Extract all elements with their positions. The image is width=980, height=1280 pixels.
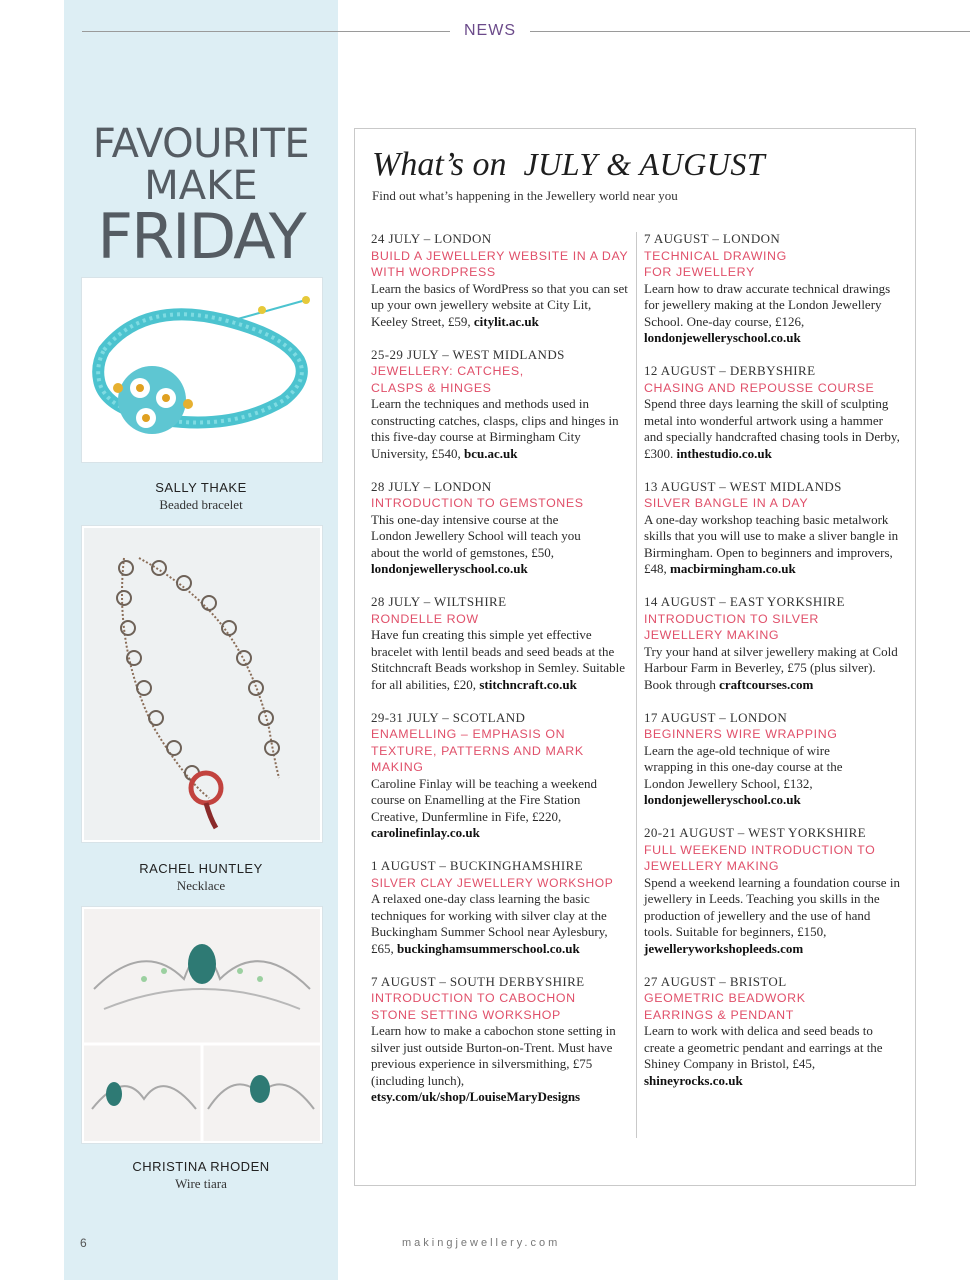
event-body-text: A one-day workshop teaching basic metalwork skills that you will use to make a sliver bangle in Birmingham. Open to beginners and improvers, £48,	[644, 511, 899, 576]
event-body-text: Have fun creating this simple yet effective bracelet with lentil beads and seed beads at the Stitchncraft Beads workshop in Semley. Suitable for all abilities, £20,	[371, 627, 626, 692]
make-3-name: CHRISTINA RHODEN	[132, 1159, 270, 1174]
event-date: 17 AUGUST – LONDON	[644, 709, 788, 725]
event-website-link[interactable]: carolinefinlay.co.uk	[371, 825, 480, 840]
event-description	[371, 396, 629, 462]
event-description	[371, 776, 629, 842]
tiara-photo	[82, 907, 322, 1143]
event-date: 25-29 JULY – WEST MIDLANDS	[371, 346, 565, 362]
event-website-link[interactable]: inthestudio.co.uk	[676, 445, 772, 461]
event-date: 12 AUGUST – DERBYSHIRE	[644, 363, 816, 378]
event-item	[644, 710, 902, 809]
event-title: CHASING AND REPOUSSE COURSE	[644, 380, 875, 395]
event-title: RONDELLE ROW	[371, 611, 479, 626]
event-body-text: Try your hand at silver jewellery making at Cold Harbour Farm in Beverley, £75 (plus silver). Book through	[644, 643, 898, 692]
event-body-text: This one-day intensive course at the London Jewellery School will teach you about the world of gemstones, £50,	[371, 511, 581, 560]
event-website-link[interactable]: londonjewelleryschool.co.uk	[644, 792, 801, 807]
event-item	[644, 479, 902, 578]
event-website-link[interactable]: bcu.ac.uk	[464, 445, 518, 461]
header-rule-right	[530, 31, 970, 32]
event-date: 28 JULY – LONDON	[371, 478, 492, 494]
events-right-column	[644, 231, 902, 1106]
event-description	[371, 891, 629, 957]
feature-title-line1: FAVOURITE	[92, 121, 310, 167]
event-body-text: Learn how to draw accurate technical drawings for jewellery making at the London Jewellery School. One-day course, £126,	[644, 280, 891, 329]
event-website-link[interactable]: jewelleryworkshopleeds.com	[644, 940, 804, 956]
event-body-text: Learn the basics of WordPress so that you can set up your own jewellery website at City Lit, Keeley Street, £59,	[371, 280, 628, 329]
event-title: ENAMELLING – EMPHASIS ON TEXTURE, PATTERNS AND MARK MAKING	[371, 727, 584, 774]
event-title: JEWELLERY: CATCHES, CLASPS & HINGES	[371, 364, 524, 395]
bracelet-photo	[82, 278, 322, 462]
event-body-text: Learn the age-old technique of wire wrapping in this one-day course at the London Jewellery School, £132,	[644, 742, 843, 791]
whats-on-title-months: JULY & AUGUST	[523, 146, 766, 182]
event-description	[371, 512, 591, 578]
event-item	[644, 974, 902, 1090]
event-body-text: Learn to work with delica and seed beads to create a geometric pendant and earrings at the Shiney Company in Bristol, £45,	[644, 1023, 883, 1071]
event-title: BUILD A JEWELLERY WEBSITE IN A DAY WITH WORDPRESS	[371, 248, 629, 279]
event-website-link[interactable]: craftcourses.com	[719, 676, 814, 692]
event-item	[644, 363, 902, 462]
event-body-text: Learn the techniques and methods used in constructing catches, clasps, clips and hinges in this five-day course at Birmingham City University, £540,	[371, 396, 619, 461]
event-item	[644, 825, 902, 957]
event-date: 20-21 AUGUST – WEST YORKSHIRE	[644, 825, 867, 840]
event-item	[371, 858, 629, 957]
event-description	[644, 743, 869, 809]
page-number: 6	[80, 1236, 87, 1250]
make-1-item: Beaded bracelet	[159, 497, 243, 512]
make-1-name: SALLY THAKE	[155, 480, 247, 495]
event-item	[371, 710, 629, 842]
event-title: TECHNICAL DRAWING FOR JEWELLERY	[644, 248, 787, 279]
event-item	[371, 594, 629, 693]
whats-on-title-prefix: What’s on	[372, 146, 507, 183]
event-date: 7 AUGUST – LONDON	[644, 231, 781, 246]
column-divider	[636, 232, 637, 1138]
event-description	[371, 1023, 629, 1106]
event-date: 27 AUGUST – BRISTOL	[644, 973, 787, 989]
event-description	[644, 644, 902, 694]
header-rule-left	[82, 31, 450, 32]
event-item	[371, 347, 629, 463]
make-2-item: Necklace	[176, 878, 226, 893]
event-title: FULL WEEKEND INTRODUCTION TO JEWELLERY MAKING	[644, 842, 876, 873]
event-date: 13 AUGUST – WEST MIDLANDS	[644, 478, 842, 494]
event-title: BEGINNERS WIRE WRAPPING	[644, 727, 838, 741]
event-description	[644, 512, 902, 578]
necklace-photo	[82, 526, 322, 842]
event-website-link[interactable]: londonjewelleryschool.co.uk	[371, 561, 528, 576]
footer-website: makingjewellery.com	[402, 1237, 561, 1249]
event-body-text: Learn how to make a cabochon stone setting in silver just outside Burton-on-Trent. Must have previous experience in silversmithing, £75 (including lunch),	[371, 1023, 616, 1088]
event-body-text: Spend a weekend learning a foundation course in jewellery in Leeds. Teaching you skills in the production of jewellery and the use of hand tools. Suitable for beginners, £150,	[644, 874, 900, 939]
events-left-column	[371, 231, 629, 1122]
event-body-text: A relaxed one-day class learning the basic techniques for working with silver clay at the Buckingham Summer School near Aylesbury, £65,	[371, 891, 608, 956]
make-2-name: RACHEL HUNTLEY	[139, 861, 263, 876]
section-label: NEWS	[464, 22, 516, 39]
whats-on-title	[372, 146, 765, 184]
event-description	[371, 281, 629, 331]
event-description	[644, 396, 902, 462]
make-3-item: Wire tiara	[175, 1176, 227, 1191]
feature-title-line3: FRIDAY	[97, 200, 305, 273]
event-item	[371, 231, 629, 330]
event-website-link[interactable]: macbirmingham.co.uk	[670, 561, 796, 576]
event-date: 14 AUGUST – EAST YORKSHIRE	[644, 594, 845, 609]
feature-title-line2: MAKE	[144, 163, 258, 209]
event-item	[644, 594, 902, 693]
event-date: 29-31 JULY – SCOTLAND	[371, 709, 526, 725]
event-website-link[interactable]: stitchncraft.co.uk	[479, 676, 577, 692]
event-website-link[interactable]: shineyrocks.co.uk	[644, 1072, 743, 1088]
event-title: SILVER CLAY JEWELLERY WORKSHOP	[371, 875, 614, 890]
event-item	[644, 231, 902, 347]
event-body-text: Spend three days learning the skill of sculpting metal into wonderful artwork using a hammer and specially handcrafted chasing tools in Derby, £300.	[644, 396, 900, 461]
event-description	[371, 627, 629, 693]
event-date: 24 JULY – LONDON	[371, 231, 492, 246]
event-title: SILVER BANGLE IN A DAY	[644, 496, 809, 510]
event-website-link[interactable]: citylit.ac.uk	[473, 313, 539, 329]
event-date: 28 JULY – WILTSHIRE	[371, 594, 507, 609]
event-date: 1 AUGUST – BUCKINGHAMSHIRE	[371, 858, 584, 873]
event-date: 7 AUGUST – SOUTH DERBYSHIRE	[371, 973, 585, 989]
event-item	[371, 479, 629, 578]
event-website-link[interactable]: londonjewelleryschool.co.uk	[644, 330, 801, 345]
event-item	[371, 974, 629, 1106]
event-title: INTRODUCTION TO SILVER JEWELLERY MAKING	[644, 611, 819, 642]
event-title: INTRODUCTION TO CABOCHON STONE SETTING WORKSHOP	[371, 991, 576, 1022]
event-description	[644, 281, 902, 347]
event-description	[644, 1023, 902, 1089]
event-body-text: Caroline Finlay will be teaching a weekend course on Enamelling at the Fire Station Creative, Dunfermline in Fife, £220,	[371, 775, 597, 824]
event-title: INTRODUCTION TO GEMSTONES	[371, 496, 584, 510]
event-description	[644, 875, 902, 958]
event-title: GEOMETRIC BEADWORK EARRINGS & PENDANT	[644, 991, 806, 1022]
whats-on-subtitle: Find out what’s happening in the Jewellery world near you	[372, 188, 678, 203]
event-website-link[interactable]: buckinghamsummerschool.co.uk	[397, 940, 580, 956]
event-website-link[interactable]: etsy.com/uk/shop/LouiseMaryDesigns	[371, 1089, 581, 1104]
